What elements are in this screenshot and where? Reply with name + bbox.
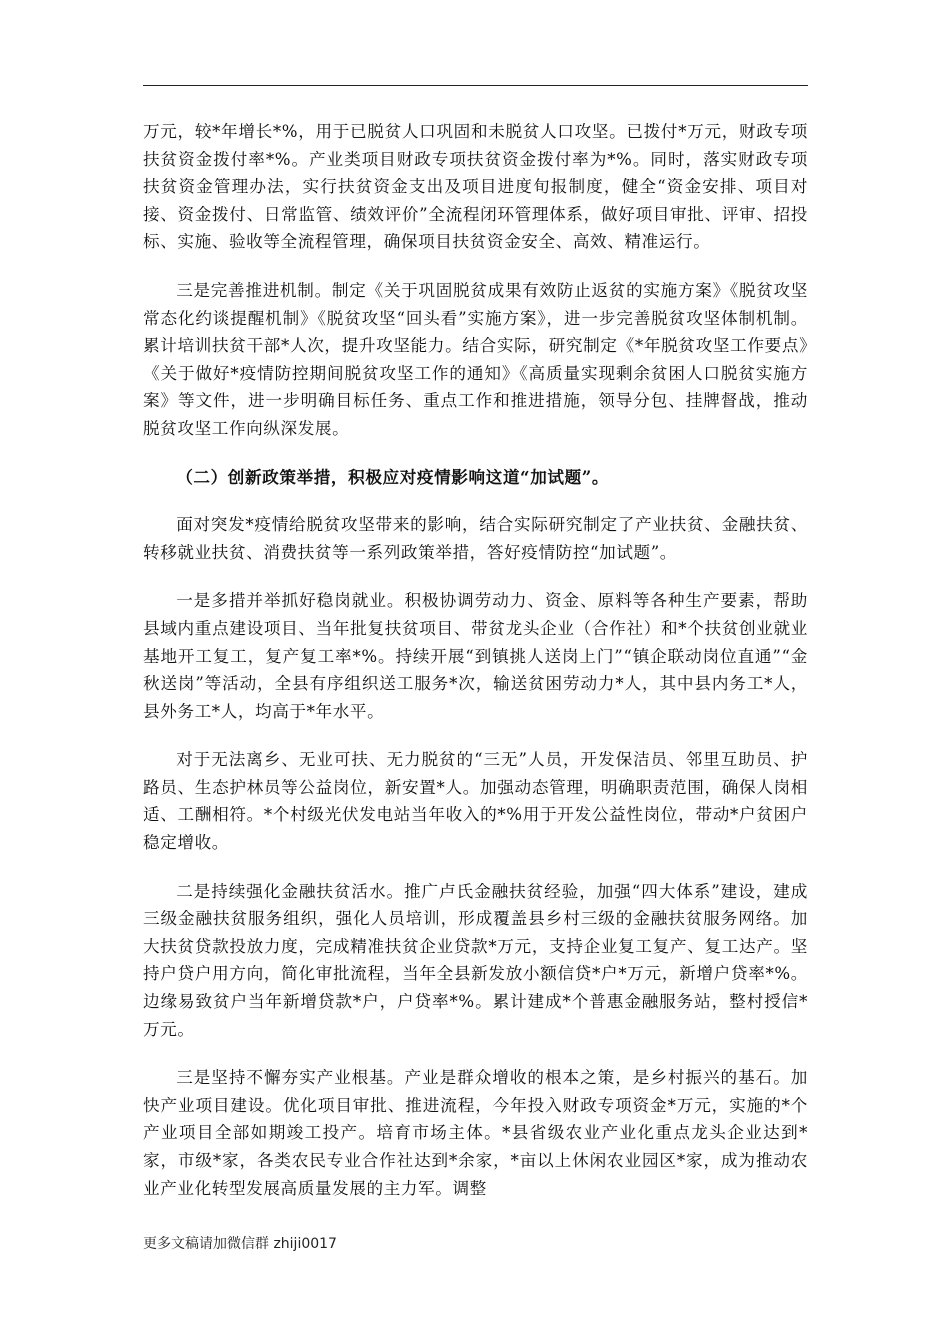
paragraph-mechanism: 三是完善推进机制。制定《关于巩固脱贫成果有效防止返贫的实施方案》《脱贫攻坚常态化约谈提醒机制》《脱贫攻坚“回头看”实施方案》，进一步完善脱贫攻坚体制机制。累计培训扶贫干部*人次，提升攻坚能力。结合实际，研究制定《*年脱贫攻坚工作要点》《关于做好*疫情防控期间脱贫攻坚工作的通知》《高质量实现剩余贫困人口脱贫实施方案》等文件，进一步明确目标任务、重点工作和推进措施，领导分包、挂牌督战，推动脱贫攻坚工作向纵深发展。 — [143, 280, 808, 438]
header-rule — [143, 85, 808, 86]
paragraph-industry: 三是坚持不懈夯实产业根基。产业是群众增收的根本之策，是乡村振兴的基石。加快产业项目建设。优化项目审批、推进流程，今年投入财政专项资金*万元，实施的*个产业项目全部如期竣工投产。培育市场主体。*县省级农业产业化重点龙头企业达到*家，市级*家，各类农民专业合作社达到*余家，*亩以上休闲农业园区*家，成为推动农业产业化转型发展高质量发展的主力军。调整 — [143, 1068, 808, 1198]
paragraph-policy-intro: 面对突发*疫情给脱贫攻坚带来的影响，结合实际研究制定了产业扶贫、金融扶贫、转移就业扶贫、消费扶贫等一系列政策举措，答好疫情防控“加试题”。 — [143, 515, 808, 562]
paragraph-public-posts: 对于无法离乡、无业可扶、无力脱贫的“三无”人员，开发保洁员、邻里互助员、护路员、生态护林员等公益岗位，新安置*人。加强动态管理，明确职责范围，确保人岗相适、工酬相符。*个村级光伏发电站当年收入的*%用于开发公益性岗位，带动*户贫困户稳定增收。 — [143, 750, 808, 853]
paragraph-funding: 万元，较*年增长*%，用于已脱贫人口巩固和未脱贫人口攻坚。已拨付*万元，财政专项扶贫资金拨付率*%。产业类项目财政专项扶贫资金拨付率为*%。同时，落实财政专项扶贫资金管理办法，实行扶贫资金支出及项目进度旬报制度，健全“资金安排、项目对接、资金拨付、日常监管、绩效评价”全流程闭环管理体系，做好项目审批、评审、招投标、实施、验收等全流程管理，确保项目扶贫资金安全、高效、精准运行。 — [143, 122, 808, 252]
document-body — [143, 118, 808, 1223]
paragraph-employment: 一是多措并举抓好稳岗就业。积极协调劳动力、资金、原料等各种生产要素，帮助县域内重点建设项目、当年批复扶贫项目、带贫龙头企业（合作社）和*个扶贫创业就业基地开工复工，复产复工率*%。持续开展“到镇挑人送岗上门”“镇企联动岗位直通”“金秋送岗”等活动，全县有序组织送工服务*次，输送贫困劳动力*人，其中县内务工*人，县外务工*人，均高于*年水平。 — [143, 591, 808, 721]
paragraph-finance: 二是持续强化金融扶贫活水。推广卢氏金融扶贫经验，加强“四大体系”建设，建成三级金融扶贫服务组织，强化人员培训，形成覆盖县乡村三级的金融扶贫服务网络。加大扶贫贷款投放力度，完成精准扶贫企业贷款*万元，支持企业复工复产、复工达产。坚持户贷户用方向，简化审批流程，当年全县新发放小额信贷*户*万元，新增户贷率*%。边缘易致贫户当年新增贷款*户，户贷率*%。累计建成*个普惠金融服务站，整村授信*万元。 — [143, 881, 808, 1039]
footer-note: 更多文稿请加微信群 zhiji0017 — [143, 1236, 337, 1252]
section-heading: （二）创新政策举措，积极应对疫情影响这道“加试题”。 — [176, 466, 610, 487]
